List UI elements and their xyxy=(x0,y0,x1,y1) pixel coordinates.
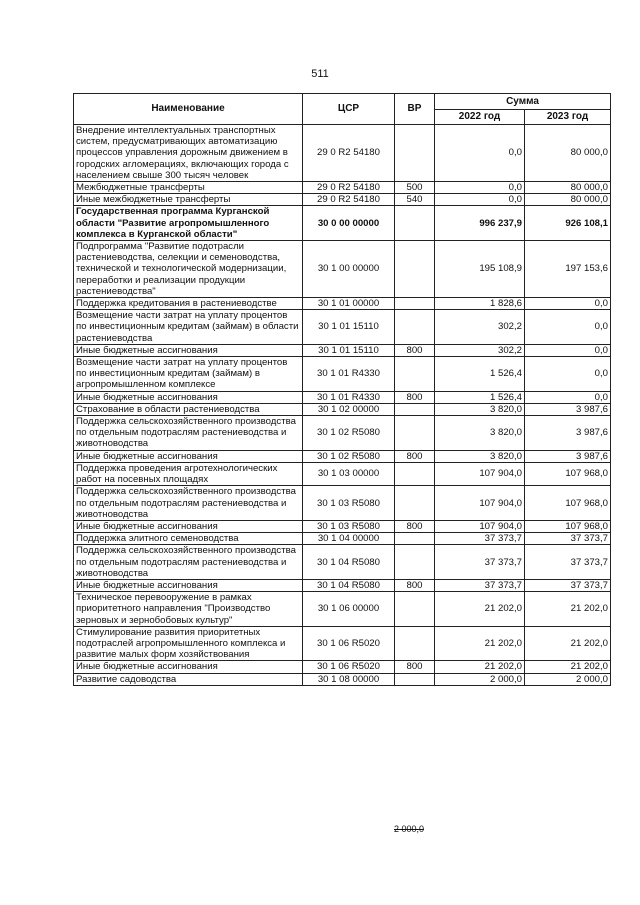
row-vr xyxy=(395,545,435,580)
table-row xyxy=(74,533,611,545)
table-row xyxy=(74,486,611,521)
row-csr: 30 1 00 00000 xyxy=(303,241,395,298)
row-name: Межбюджетные трансферты xyxy=(74,182,303,194)
row-name: Поддержка сельскохозяйственного производства по отдельным подотраслям растениеводства и животноводства xyxy=(74,416,303,451)
row-csr: 30 1 02 00000 xyxy=(303,403,395,415)
table-body xyxy=(74,125,611,686)
row-sum-2023: 80 000,0 xyxy=(525,194,611,206)
row-csr: 30 1 03 R5080 xyxy=(303,486,395,521)
row-sum-2022: 107 904,0 xyxy=(435,462,525,485)
row-sum-2022: 0,0 xyxy=(435,125,525,182)
row-sum-2022: 21 202,0 xyxy=(435,626,525,661)
row-sum-2022: 195 108,9 xyxy=(435,241,525,298)
row-sum-2023: 37 373,7 xyxy=(525,579,611,591)
row-vr xyxy=(395,206,435,241)
row-sum-2023: 0,0 xyxy=(525,298,611,310)
row-vr: 800 xyxy=(395,661,435,673)
row-name: Иные межбюджетные трансферты xyxy=(74,194,303,206)
table-row xyxy=(74,450,611,462)
table-row xyxy=(74,357,611,392)
row-name: Поддержка кредитования в растениеводстве xyxy=(74,298,303,310)
table-row xyxy=(74,206,611,241)
row-csr: 30 1 01 15110 xyxy=(303,344,395,356)
row-name: Поддержка сельскохозяйственного производства по отдельным подотраслям растениеводства и животноводства xyxy=(74,486,303,521)
row-csr: 30 1 01 15110 xyxy=(303,310,395,345)
table-row xyxy=(74,626,611,661)
row-csr: 29 0 R2 54180 xyxy=(303,182,395,194)
row-name: Возмещение части затрат на уплату процентов по инвестиционным кредитам (займам) в агропромышленном комплексе xyxy=(74,357,303,392)
row-vr: 800 xyxy=(395,391,435,403)
row-name: Иные бюджетные ассигнования xyxy=(74,520,303,532)
row-sum-2023: 926 108,1 xyxy=(525,206,611,241)
row-sum-2022: 0,0 xyxy=(435,182,525,194)
row-csr: 30 1 04 00000 xyxy=(303,533,395,545)
row-csr: 30 1 02 R5080 xyxy=(303,450,395,462)
row-csr: 30 1 03 R5080 xyxy=(303,520,395,532)
row-vr xyxy=(395,357,435,392)
row-sum-2023: 80 000,0 xyxy=(525,125,611,182)
row-name: Развитие садоводства xyxy=(74,673,303,685)
row-sum-2022: 3 820,0 xyxy=(435,416,525,451)
header-year-2022: 2022 год xyxy=(435,109,525,125)
row-vr xyxy=(395,403,435,415)
budget-table xyxy=(73,93,611,686)
row-sum-2023: 21 202,0 xyxy=(525,626,611,661)
table-row xyxy=(74,194,611,206)
header-year-2023: 2023 год xyxy=(525,109,611,125)
row-vr xyxy=(395,310,435,345)
table-row xyxy=(74,462,611,485)
row-name: Иные бюджетные ассигнования xyxy=(74,661,303,673)
row-sum-2023: 37 373,7 xyxy=(525,533,611,545)
table-row xyxy=(74,416,611,451)
table-row xyxy=(74,592,611,627)
row-sum-2023: 3 987,6 xyxy=(525,403,611,415)
row-sum-2022: 107 904,0 xyxy=(435,486,525,521)
header-vr: ВР xyxy=(395,94,435,125)
row-name: Иные бюджетные ассигнования xyxy=(74,344,303,356)
row-vr xyxy=(395,298,435,310)
row-csr: 30 1 01 R4330 xyxy=(303,357,395,392)
table-row xyxy=(74,125,611,182)
row-csr: 30 1 01 00000 xyxy=(303,298,395,310)
header-sum: Сумма xyxy=(435,94,611,110)
row-vr xyxy=(395,486,435,521)
row-vr xyxy=(395,626,435,661)
row-name: Поддержка элитного семеноводства xyxy=(74,533,303,545)
row-sum-2022: 302,2 xyxy=(435,344,525,356)
row-vr: 800 xyxy=(395,520,435,532)
table-row xyxy=(74,403,611,415)
row-name: Иные бюджетные ассигнования xyxy=(74,579,303,591)
row-sum-2022: 37 373,7 xyxy=(435,533,525,545)
row-sum-2023: 0,0 xyxy=(525,357,611,392)
row-sum-2023: 3 987,6 xyxy=(525,450,611,462)
row-vr: 500 xyxy=(395,182,435,194)
page-number: 511 xyxy=(311,68,329,80)
row-sum-2023: 0,0 xyxy=(525,310,611,345)
row-vr xyxy=(395,533,435,545)
row-csr: 30 0 00 00000 xyxy=(303,206,395,241)
row-csr: 30 1 03 00000 xyxy=(303,462,395,485)
row-csr: 30 1 08 00000 xyxy=(303,673,395,685)
table-row xyxy=(74,241,611,298)
row-sum-2023: 21 202,0 xyxy=(525,592,611,627)
row-vr xyxy=(395,462,435,485)
row-csr: 29 0 R2 54180 xyxy=(303,125,395,182)
row-name: Иные бюджетные ассигнования xyxy=(74,450,303,462)
row-name: Внедрение интеллектуальных транспортных систем, предусматривающих автоматизацию процессов управления дорожным движением в городских агломерациях, включающих города с населением свыше 300 тысяч человек xyxy=(74,125,303,182)
row-name: Техническое перевооружение в рамках приоритетного направления "Производство зерновых и зернобобовых культур" xyxy=(74,592,303,627)
row-sum-2022: 21 202,0 xyxy=(435,661,525,673)
row-sum-2022: 107 904,0 xyxy=(435,520,525,532)
header-csr: ЦСР xyxy=(303,94,395,125)
row-csr: 30 1 06 00000 xyxy=(303,592,395,627)
row-vr: 800 xyxy=(395,579,435,591)
row-sum-2022: 37 373,7 xyxy=(435,579,525,591)
row-vr xyxy=(395,241,435,298)
row-sum-2023: 0,0 xyxy=(525,344,611,356)
table-row xyxy=(74,391,611,403)
row-csr: 30 1 04 R5080 xyxy=(303,579,395,591)
row-sum-2022: 3 820,0 xyxy=(435,450,525,462)
row-sum-2022: 1 828,6 xyxy=(435,298,525,310)
table-row xyxy=(74,579,611,591)
row-sum-2022: 302,2 xyxy=(435,310,525,345)
row-csr: 29 0 R2 54180 xyxy=(303,194,395,206)
row-vr xyxy=(395,416,435,451)
row-sum-2023: 21 202,0 xyxy=(525,661,611,673)
table-row xyxy=(74,182,611,194)
table-row xyxy=(74,520,611,532)
table-row xyxy=(74,661,611,673)
row-name: Стимулирование развития приоритетных подотраслей агропромышленного комплекса и развитие малых форм хозяйствования xyxy=(74,626,303,661)
table-row xyxy=(74,298,611,310)
row-csr: 30 1 06 R5020 xyxy=(303,661,395,673)
table-row xyxy=(74,545,611,580)
row-vr: 800 xyxy=(395,450,435,462)
row-sum-2022: 37 373,7 xyxy=(435,545,525,580)
row-sum-2022: 1 526,4 xyxy=(435,391,525,403)
row-csr: 30 1 01 R4330 xyxy=(303,391,395,403)
row-sum-2022: 1 526,4 xyxy=(435,357,525,392)
row-name: Возмещение части затрат на уплату процентов по инвестиционным кредитам (займам) в области растениеводства xyxy=(74,310,303,345)
row-sum-2022: 3 820,0 xyxy=(435,403,525,415)
row-csr: 30 1 02 R5080 xyxy=(303,416,395,451)
row-csr: 30 1 06 R5020 xyxy=(303,626,395,661)
row-vr: 800 xyxy=(395,344,435,356)
row-sum-2023: 80 000,0 xyxy=(525,182,611,194)
row-name: Страхование в области растениеводства xyxy=(74,403,303,415)
row-sum-2022: 21 202,0 xyxy=(435,592,525,627)
row-sum-2022: 996 237,9 xyxy=(435,206,525,241)
row-name: Поддержка сельскохозяйственного производства по отдельным подотраслям растениеводства и животноводства xyxy=(74,545,303,580)
row-vr xyxy=(395,125,435,182)
row-sum-2022: 0,0 xyxy=(435,194,525,206)
row-vr: 540 xyxy=(395,194,435,206)
row-vr xyxy=(395,673,435,685)
row-sum-2023: 2 000,0 xyxy=(525,673,611,685)
row-sum-2023: 107 968,0 xyxy=(525,486,611,521)
table-row xyxy=(74,673,611,685)
row-vr xyxy=(395,592,435,627)
header-name: Наименование xyxy=(74,94,303,125)
table-row xyxy=(74,344,611,356)
row-name: Подпрограмма "Развитие подотрасли растениеводства, селекции и семеноводства, технической и технологической модернизации, переработки и реализации продукции растениеводства" xyxy=(74,241,303,298)
header-row xyxy=(74,94,611,110)
row-sum-2023: 107 968,0 xyxy=(525,520,611,532)
row-sum-2023: 3 987,6 xyxy=(525,416,611,451)
row-name: Иные бюджетные ассигнования xyxy=(74,391,303,403)
row-csr: 30 1 04 R5080 xyxy=(303,545,395,580)
row-sum-2022: 2 000,0 xyxy=(435,673,525,685)
table-row xyxy=(74,310,611,345)
row-sum-2023: 197 153,6 xyxy=(525,241,611,298)
stray-overflow-text: 2 000,0 xyxy=(394,824,425,834)
row-name: Государственная программа Курганской области "Развитие агропромышленного комплекса в Курганской области" xyxy=(74,206,303,241)
row-sum-2023: 107 968,0 xyxy=(525,462,611,485)
row-name: Поддержка проведения агротехнологических работ на посевных площадях xyxy=(74,462,303,485)
row-sum-2023: 37 373,7 xyxy=(525,545,611,580)
row-sum-2023: 0,0 xyxy=(525,391,611,403)
